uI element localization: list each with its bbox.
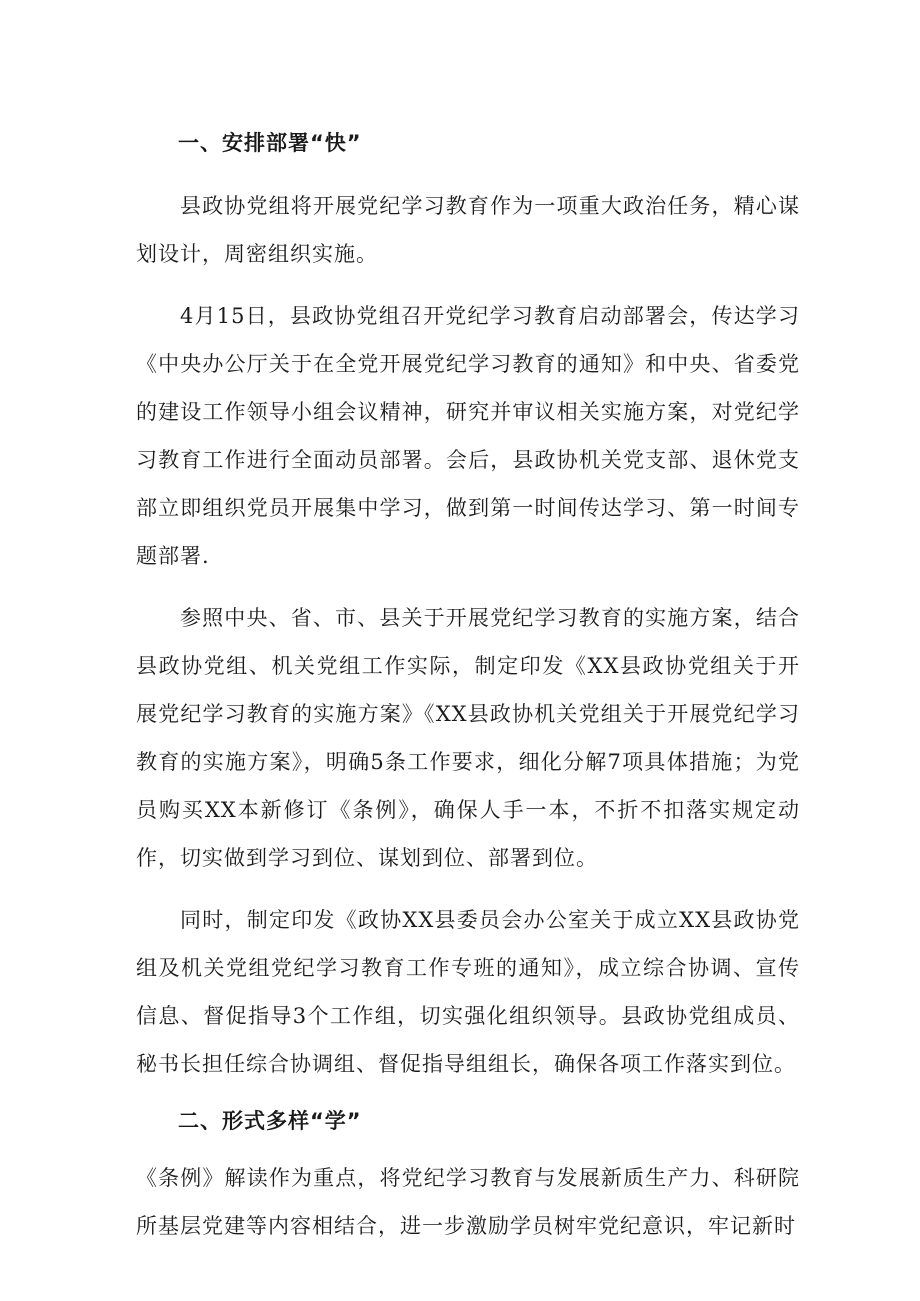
paragraph-2: 4月15日，县政协党组召开党纪学习教育启动部署会，传达学习《中央办公厅关于在全党开展党纪学习教育的通知》和中央、省委党的建设工作领导小组会议精神，研究并审议相关实施方案，对党纪学习教育工作进行全面动员部署。会后，县政协机关党支部、退休党支部立即组织党员开展集中学习，做到第一时间传达学习、第一时间专题部署. bbox=[136, 304, 800, 568]
paragraph-3: 参照中央、省、市、县关于开展党纪学习教育的实施方案，结合县政协党组、机关党组工作实际，制定印发《XX县政协党组关于开展党纪学习教育的实施方案》《XX县政协机关党组关于开展党纪学习教育的实施方案》，明确5条工作要求，细化分解7项具体措施；为党员购买XX本新修订《条例》，确保人手一本，不折不扣落实规定动作，切实做到学习到位、谋划到位、部署到位。 bbox=[136, 606, 800, 870]
paragraph-1: 县政协党组将开展党纪学习教育作为一项重大政治任务，精心谋划设计，周密组织实施。 bbox=[136, 194, 800, 266]
section-heading-1: 一、安排部署“快” bbox=[178, 131, 362, 155]
section-heading-2: 二、形式多样“学” bbox=[178, 1109, 362, 1133]
paragraph-5: 《条例》解读作为重点，将党纪学习教育与发展新质生产力、科研院所基层党建等内容相结合，进一步激励学员树牢党纪意识，牢记新时 bbox=[136, 1166, 800, 1238]
paragraph-4: 同时，制定印发《政协XX县委员会办公室关于成立XX县政协党组及机关党组党纪学习教育工作专班的通知》，成立综合协调、宣传信息、督促指导3个工作组，切实强化组织领导。县政协党组成员、秘书长担任综合协调组、督促指导组组长，确保各项工作落实到位。 bbox=[136, 908, 800, 1076]
